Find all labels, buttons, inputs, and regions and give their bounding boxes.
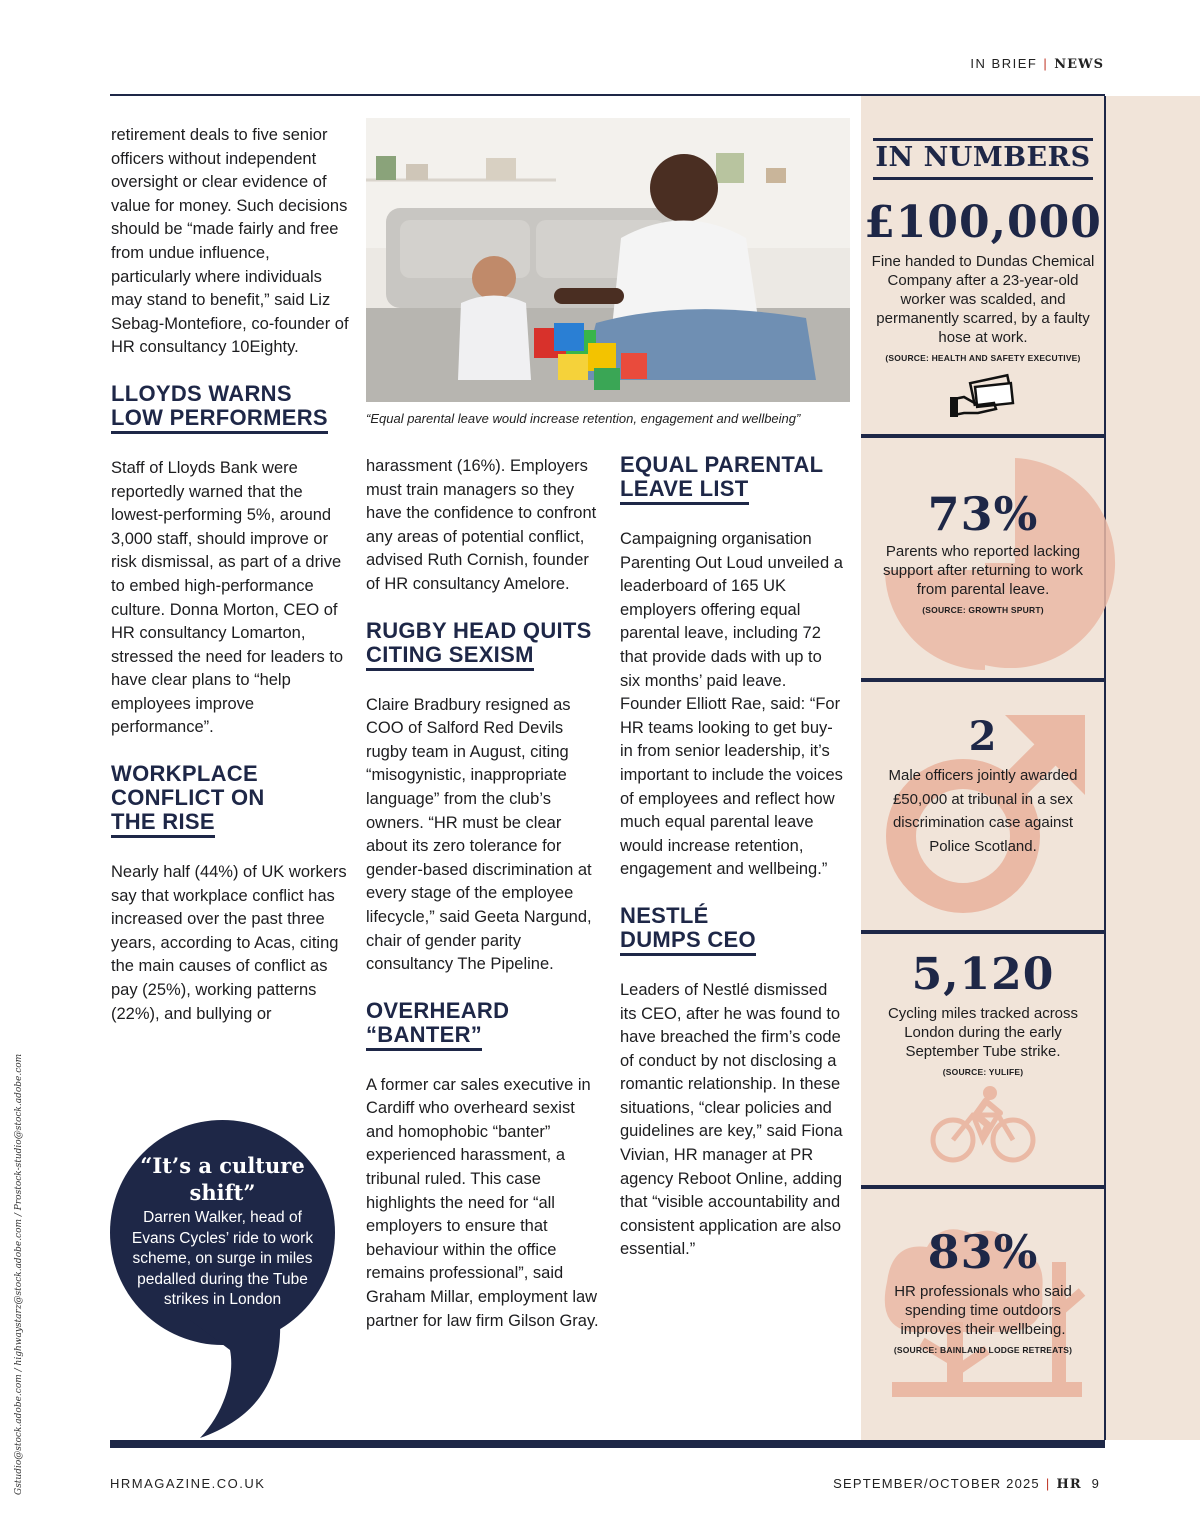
stat-divider [861,434,1105,438]
intro-paragraph: retirement deals to five senior officers without independent oversight or clear evidence of value for money. Such decisions should be “made fairly and free from undue influence, particularly where individuals may stand to benefit,” said Liz Sebag-Montefiore, co-founder of HR consultancy 10Eighty. [111,126,349,357]
stat-divider [861,930,1105,934]
footer-issue [833,1476,1100,1492]
column-2 [366,455,604,1333]
stat-number: 2 [968,713,998,760]
issue-date: SEPTEMBER/OCTOBER 2025 [833,1476,1040,1491]
conflict-body: Nearly half (44%) of UK workers say that workplace conflict has increased over the past three years, according to Acas, citing the main causes of conflict as pay (25%), working patterns (22%), and bullying or [111,863,347,1023]
stat-source: (SOURCE: HEALTH AND SAFETY EXECUTIVE) [885,353,1081,363]
quote-text: “It’s a culture shift” [140,1153,305,1205]
father-baby-photo [366,118,850,402]
sidebar-edge [1105,96,1200,1440]
stat-divider [861,678,1105,682]
stat-description: HR professionals who said spending time outdoors improves their wellbeing. [894,1283,1072,1338]
cyclist-icon [928,1085,1038,1165]
quote-tail-icon [170,1320,300,1445]
quote-attribution: Darren Walker, head of Evans Cycles’ ride to work scheme, on surge in miles pedalled during the Tube strikes in London [131,1209,314,1308]
column-1 [111,124,351,1026]
rugby-body: Claire Bradbury resigned as COO of Salford Red Devils rugby team in August, citing “misogynistic, inappropriate language” from the club’s owners. “HR must be clear about its zero tolerance for gender-based discrimination at every stage of the employee lifecycle,” said Geeta Nargund, chair of gender parity consultancy The Pipeline. [366,695,592,974]
rugby-headline: RUGBY HEAD QUITS CITING SEXISM [366,619,604,671]
stat-parents [861,486,1105,615]
banter-headline: OVERHEARD “BANTER” [366,999,604,1051]
stat-outdoors [861,1224,1105,1355]
bottom-rule [110,1440,1105,1448]
stat-cycling [861,948,1105,1170]
photo-caption: “Equal parental leave would increase retention, engagement and wellbeing” [366,411,801,426]
stat-number: 73% [927,487,1039,541]
lloyds-body: Staff of Lloyds Bank were reportedly warned that the lowest-performing 5%, around 3,000 staff, should improve or risk dismissal, as part of a drive to embed high-performance culture. Donna Morton, CEO of HR consultancy Lomarton, stressed the need for leaders to have clear plans to “help employees improve performance”. [111,458,344,737]
stat-fine [861,196,1105,426]
running-header [970,56,1104,72]
sidebar-title-wrap [861,138,1105,180]
stat-description: Male officers jointly awarded £50,000 at tribunal in a sex discrimination case against Police Scotland. [888,767,1078,855]
stat-male-officers [861,712,1105,858]
footer-separator: | [1045,1476,1051,1491]
stat-divider [861,1185,1105,1189]
stat-description: Parents who reported lacking support after returning to work from parental leave. [882,543,1084,598]
stat-number: 5,120 [911,949,1055,1000]
money-hand-icon [948,373,1018,421]
pull-quote [110,1120,335,1345]
photo-credit: Gstudio@stock.adobe.com / highwaystarz@stock.adobe.com / Prostock-studio@stock.adobe.com [14,1053,24,1495]
stat-description: Cycling miles tracked across London during the early September Tube strike. [887,1005,1079,1060]
stat-source: (SOURCE: BAINLAND LODGE RETREATS) [893,1345,1073,1355]
stat-description: Fine handed to Dundas Chemical Company after a 23-year-old worker was scalded, and permanently scarred, by a faulty hose at work. [871,253,1095,346]
header-separator: | [1043,56,1049,71]
stat-source: (SOURCE: GROWTH SPURT) [922,605,1044,615]
nestle-body: Leaders of Nestlé dismissed its CEO, after he was found to have breached the firm’s code of conduct by not disclosing a romantic relationship. In these situations, “clear policies and guidelines are key,” said Fiona Vivian, HR manager at PR agency Reboot Online, adding that “visible accountability and consistent application are also essential.” [620,980,843,1259]
page-number: 9 [1091,1476,1100,1491]
sidebar-title: IN NUMBERS [873,138,1092,180]
lloyds-headline: LLOYDS WARNS LOW PERFORMERS [111,382,351,434]
nestle-headline: NESTLÉ DUMPS CEO [620,904,844,956]
stat-number: 83% [927,1225,1039,1279]
stat-number: £100,000 [864,197,1102,248]
section-label: IN BRIEF [970,56,1038,71]
magazine-mark: HR [1056,1477,1082,1492]
stat-source: (SOURCE: YULIFE) [942,1067,1024,1077]
parental-headline: EQUAL PARENTAL LEAVE LIST [620,453,844,505]
footer-site[interactable]: HRMAGAZINE.CO.UK [110,1476,266,1491]
column-3 [620,453,844,1262]
conflict-headline: WORKPLACE CONFLICT ON THE RISE [111,762,351,838]
category-label: NEWS [1054,57,1104,72]
photo-illustration [366,118,850,402]
parental-body: Campaigning organisation Parenting Out Loud unveiled a leaderboard of 165 UK employers offering equal parental leave, including 72 that provide dads with up to six months’ paid leave. Founder Elliott Rae, said: “For HR teams looking to get buy-in from senior leadership, it’s important to include the voices of employees and reflect how much equal parental leave would increase retention, engagement and wellbeing.” [620,530,843,879]
conflict-continued: harassment (16%). Employers must train managers so they have the confidence to confront any areas of potential conflict, advised Ruth Cornish, founder of HR consultancy Amelore. [366,457,597,593]
banter-body: A former car sales executive in Cardiff who overheard sexist and homophobic “banter” experienced harassment, a tribunal ruled. This case highlights the need for “all employers to ensure that behaviour within the office remains professional”, said Graham Millar, employment law partner for law firm Gilson Gray. [366,1075,599,1330]
